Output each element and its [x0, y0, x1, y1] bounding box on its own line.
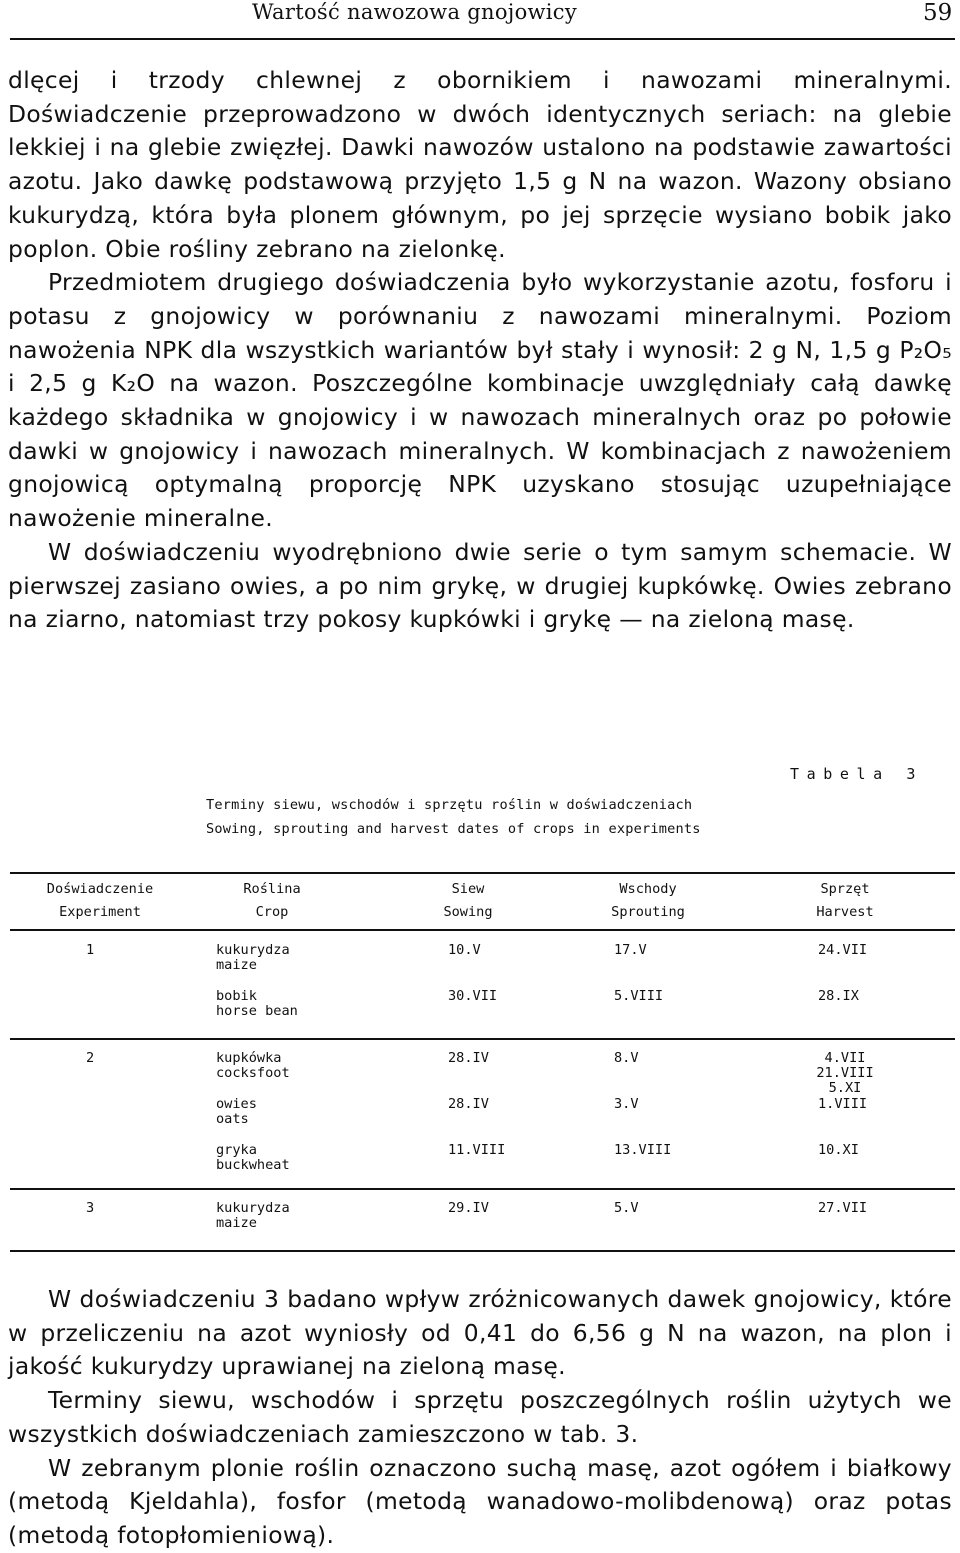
sowing-date: 28.IV [448, 1050, 489, 1066]
table-top-rule [10, 872, 955, 874]
crop-english: maize [216, 957, 257, 973]
crop-english: horse bean [216, 1003, 298, 1019]
page-number: 59 [923, 0, 953, 26]
crop-english: buckwheat [216, 1157, 290, 1173]
column-header-sprouting: Wschody Sprouting [611, 881, 685, 920]
paragraph: Przedmiotem drugiego doświadczenia było wykorzystanie azotu, fosforu i potasu z gnojowicy w porównaniu z nawozami mineralnymi. Poziom nawożenia NPK dla wszystkich wariantów był stały i wynosił: 2 g N, 1,5 g P₂O₅ i 2,5 g K₂O na wazon. Poszczególne kombinacje uwzględniały całą dawkę każdego składnika w gnojowicy i w nawozach mineralnych oraz po połowie dawki w gnojowicy i nawozach mineralnych. W kombinacjach z nawożeniem gnojowicą optymalną proporcję NPK uzyskano stosując uzupełniające nawożenie mineralne. [8, 268, 952, 533]
outro-text [8, 1283, 952, 1553]
crop-english: cocksfoot [216, 1065, 290, 1081]
paragraph: W doświadczeniu 3 badano wpływ zróżnicowanych dawek gnojowicy, które w przeliczeniu na azot wyniosły od 0,41 do 6,56 g N na wazon, na plon i jakość kukurydzy uprawianej na zieloną masę. [8, 1285, 952, 1381]
header-rule [10, 38, 955, 40]
table-row [216, 989, 298, 1019]
table-row [216, 1097, 257, 1127]
crop-english: oats [216, 1111, 249, 1127]
harvest-dates-cuts [800, 1051, 890, 1096]
crop-polish: kukurydza [216, 942, 290, 958]
crop-polish: owies [216, 1096, 257, 1112]
sprouting-date: 13.VIII [614, 1142, 672, 1158]
crop-english: maize [216, 1215, 257, 1231]
sprouting-date: 5.V [614, 1200, 639, 1216]
paragraph: dlęcej i trzody chlewnej z obornikiem i nawozami mineralnymi. Doświadczenie przeprowadzono w dwóch identycznych seriach: na glebie lekkiej i na glebie zwięzłej. Dawki nawozów ustalono na podstawie zawartości azotu. Jako dawkę podstawową przyjęto 1,5 g N na wazon. Wazony obsiano kukurydzą, która była plonem głównym, po jej sprzęcie wysiano bobik jako poplon. Obie rośliny zebrano na zielonkę. [8, 66, 952, 263]
harvest-date: 21.VIII [816, 1065, 874, 1081]
sowing-date: 28.IV [448, 1096, 489, 1112]
table-caption-polish: Terminy siewu, wschodów i sprzętu roślin w doświadczeniach [206, 797, 693, 813]
table-caption-english: Sowing, sprouting and harvest dates of crops in experiments [206, 821, 701, 837]
harvest-date: 10.XI [818, 1142, 859, 1158]
column-header-crop: Roślina Crop [243, 881, 301, 920]
sprouting-date: 3.V [614, 1096, 639, 1112]
running-title: Wartość nawozowa gnojowicy [252, 0, 578, 24]
group-rule [10, 1188, 955, 1190]
running-header [0, 0, 960, 44]
table-row [216, 1051, 290, 1081]
experiment-number: 2 [86, 1050, 95, 1066]
table-row [216, 943, 290, 973]
harvest-date: 28.IX [818, 988, 859, 1004]
table-label: Tabela 3 [790, 765, 924, 783]
crop-polish: kukurydza [216, 1200, 290, 1216]
harvest-date: 1.VIII [818, 1096, 868, 1112]
sowing-date: 11.VIII [448, 1142, 506, 1158]
sprouting-date: 8.V [614, 1050, 639, 1066]
experiment-number: 3 [86, 1200, 95, 1216]
paragraph: W doświadczeniu wyodrębniono dwie serie o tym samym schemacie. W pierwszej zasiano owies, a po nim grykę, w drugiej kupkówkę. Owies zebrano na ziarno, natomiast trzy pokosy kupkówki i grykę — na zieloną masę. [8, 537, 952, 634]
intro-text [8, 64, 952, 637]
table-row [216, 1143, 290, 1173]
crop-polish: gryka [216, 1142, 257, 1158]
column-header-experiment: Doświadczenie Experiment [46, 881, 154, 920]
column-header-sowing: Siew Sowing [443, 881, 493, 920]
table-header-rule [10, 929, 955, 931]
experiment-number: 1 [86, 942, 95, 958]
sowing-date: 10.V [448, 942, 481, 958]
harvest-date: 5.XI [828, 1080, 862, 1096]
table-row [216, 1201, 290, 1231]
sprouting-date: 5.VIII [614, 988, 664, 1004]
sprouting-date: 17.V [614, 942, 647, 958]
crop-polish: bobik [216, 988, 257, 1004]
table-bottom-rule [10, 1250, 955, 1252]
crop-polish: kupkówka [216, 1050, 282, 1066]
sowing-date: 29.IV [448, 1200, 489, 1216]
group-rule [10, 1038, 955, 1040]
paragraph: W zebranym plonie roślin oznaczono suchą masę, azot ogółem i białkowy (metodą Kjeldahla), fosfor (metodą wanadowo-molibdenową) oraz potas (metodą fotopłomieniową). [8, 1453, 952, 1549]
harvest-date: 27.VII [818, 1200, 868, 1216]
harvest-date: 4.VII [824, 1050, 866, 1066]
harvest-date: 24.VII [818, 942, 868, 958]
paragraph: Terminy siewu, wschodów i sprzętu poszczególnych roślin użytych we wszystkich doświadczeniach zamieszczono w tab. 3. [8, 1386, 952, 1448]
column-header-harvest: Sprzęt Harvest [816, 881, 874, 920]
sowing-date: 30.VII [448, 988, 498, 1004]
